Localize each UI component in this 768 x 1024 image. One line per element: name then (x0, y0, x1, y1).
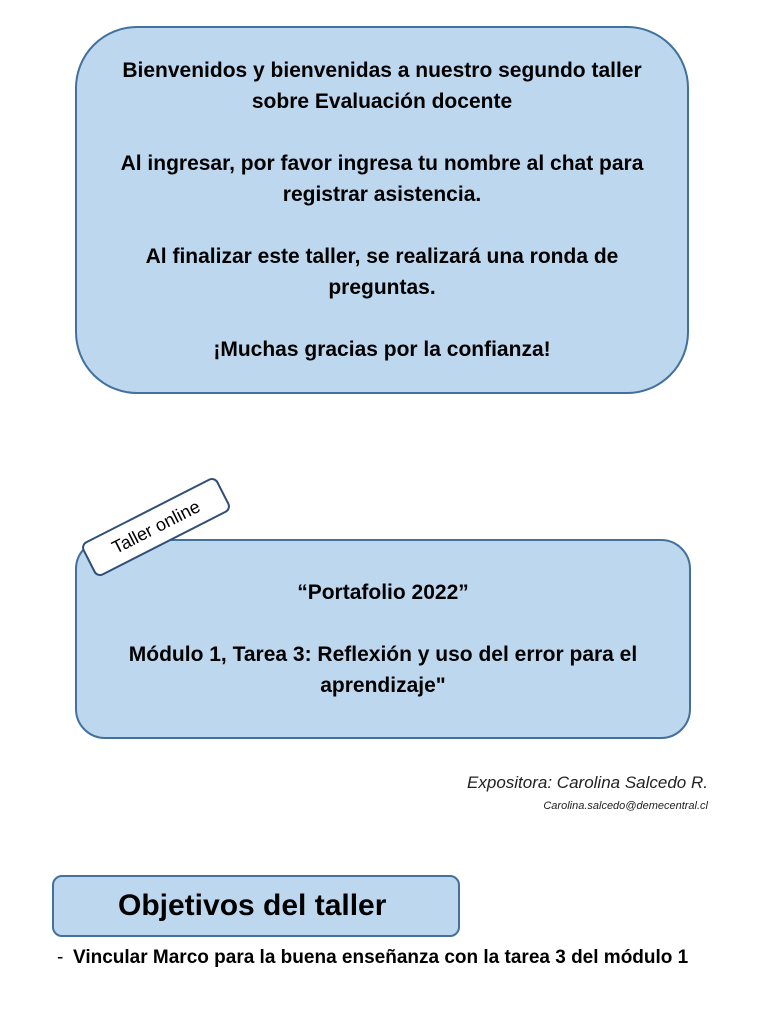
attendance-instruction: Al ingresar, por favor ingresa tu nombre al chat para registrar asistencia. (120, 152, 644, 206)
objectives-title: Objetivos del taller (118, 889, 387, 922)
objectives-header-box (52, 875, 460, 937)
presenter-email: Carolina.salcedo@demecentral.cl (543, 800, 708, 812)
welcome-heading: Bienvenidos y bienvenidas a nuestro segundo taller sobre Evaluación docente (122, 59, 642, 113)
taller-online-label: Taller online (108, 495, 204, 558)
bullet-dash: - (57, 947, 64, 968)
module-info-box (75, 539, 691, 739)
portfolio-title: “Portafolio 2022” (297, 581, 469, 604)
thanks-note: ¡Muchas gracias por la confianza! (213, 338, 551, 361)
questions-note: Al finalizar este taller, se realizará una ronda de preguntas. (145, 245, 619, 299)
objective-item (57, 945, 697, 970)
objective-text: Vincular Marco para la buena enseñanza con la tarea 3 del módulo 1 (73, 947, 689, 968)
module-task-title: Módulo 1, Tarea 3: Reflexión y uso del error para el aprendizaje" (128, 643, 638, 697)
objectives-list (57, 945, 697, 970)
presenter-name: Expositora: Carolina Salcedo R. (467, 773, 708, 792)
welcome-message-box (75, 26, 689, 394)
